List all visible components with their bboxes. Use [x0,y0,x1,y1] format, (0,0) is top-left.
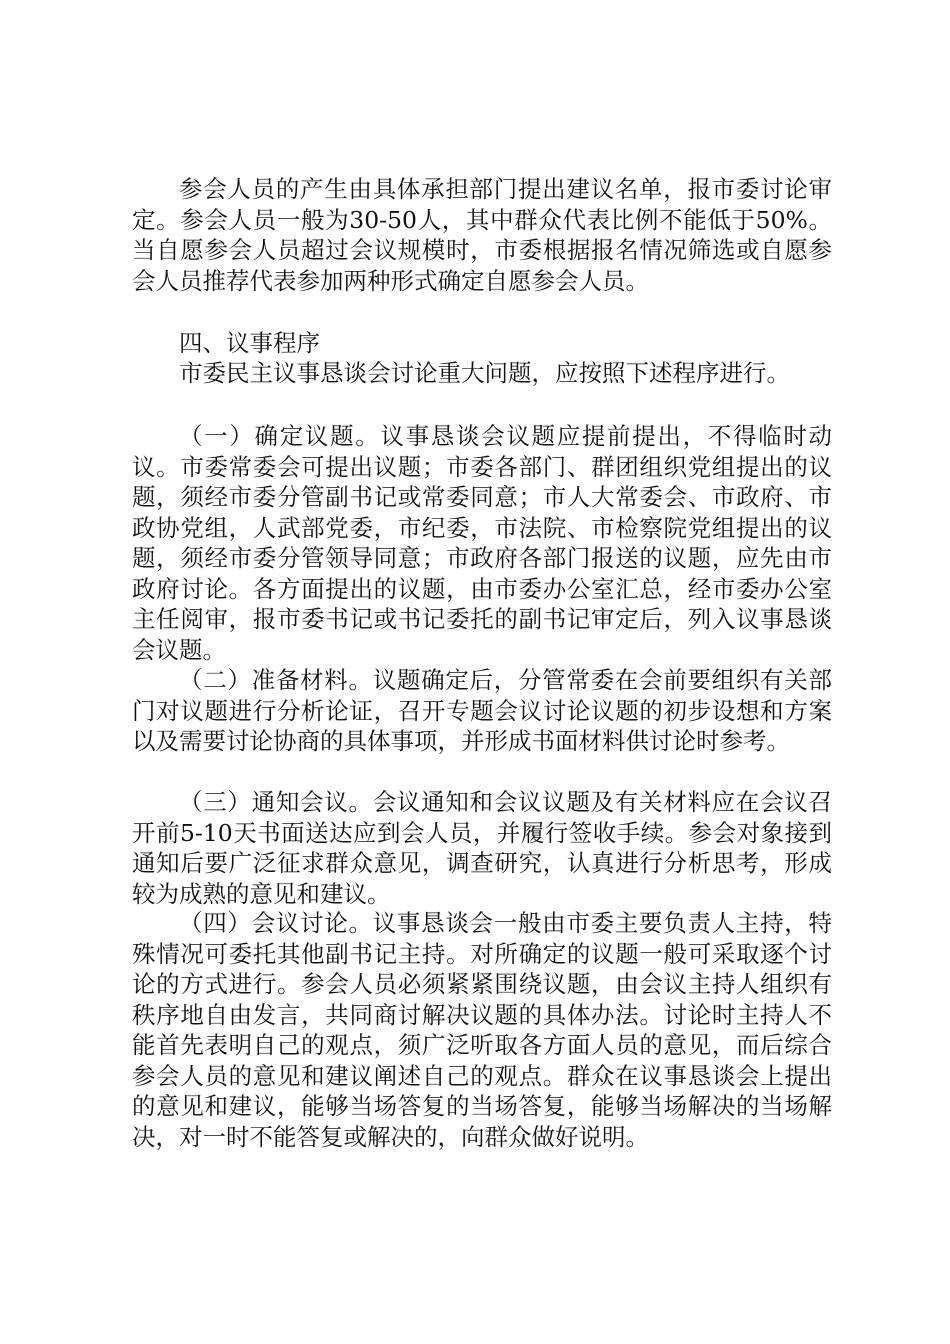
paragraph-step-4: （四）会议讨论。议事恳谈会一般由市委主要负责人主持，特殊情况可委托其他副书记主持。对所确定的议题一般可采取逐个讨论的方式进行。参会人员必须紧紧围绕议题，由会议主持人组织有秩序地自由发言，共同商讨解决议题的具体办法。讨论时主持人不能首先表明自己的观点，须广泛听取各方面人员的意见，而后综合参会人员的意见和建议阐述自己的观点。群众在议事恳谈会上提出的意见和建议，能够当场答复的当场答复，能够当场解决的当场解决，对一时不能答复或解决的，向群众做好说明。 [132,909,832,1151]
section-heading-procedure: 四、议事程序 [179,329,320,357]
paragraph-participants: 参会人员的产生由具体承担部门提出建议名单，报市委讨论审定。参会人员一般为30-50人，其中群众代表比例不能低于50%。当自愿参会人员超过会议规模时，市委根据报名情况筛选或自愿参会人员推荐代表参加两种形式确定自愿参会人员。 [132,175,832,295]
paragraph-procedure-intro: 市委民主议事恳谈会讨论重大问题，应按照下述程序进行。 [179,359,790,387]
paragraph-step-3: （三）通知会议。会议通知和会议议题及有关材料应在会议召开前5-10天书面送达应到会人员，并履行签收手续。参会对象接到通知后要广泛征求群众意见，调查研究，认真进行分析思考，形成较为成熟的意见和建议。 [132,788,832,908]
paragraph-step-1: （一）确定议题。议事恳谈会议题应提前提出，不得临时动议。市委常委会可提出议题；市委各部门、群团组织党组提出的议题，须经市委分管副书记或常委同意；市人大常委会、市政府、市政协党组，人武部党委，市纪委，市法院、市检察院党组提出的议题，须经市委分管领导同意；市政府各部门报送的议题，应先由市政府讨论。各方面提出的议题，由市委办公室汇总，经市委办公室主任阅审，报市委书记或书记委托的副书记审定后，列入议事恳谈会议题。 [132,422,832,664]
paragraph-step-2: （二）准备材料。议题确定后，分管常委在会前要组织有关部门对议题进行分析论证，召开专题会议讨论议题的初步设想和方案以及需要讨论协商的具体事项，并形成书面材料供讨论时参考。 [132,666,832,755]
